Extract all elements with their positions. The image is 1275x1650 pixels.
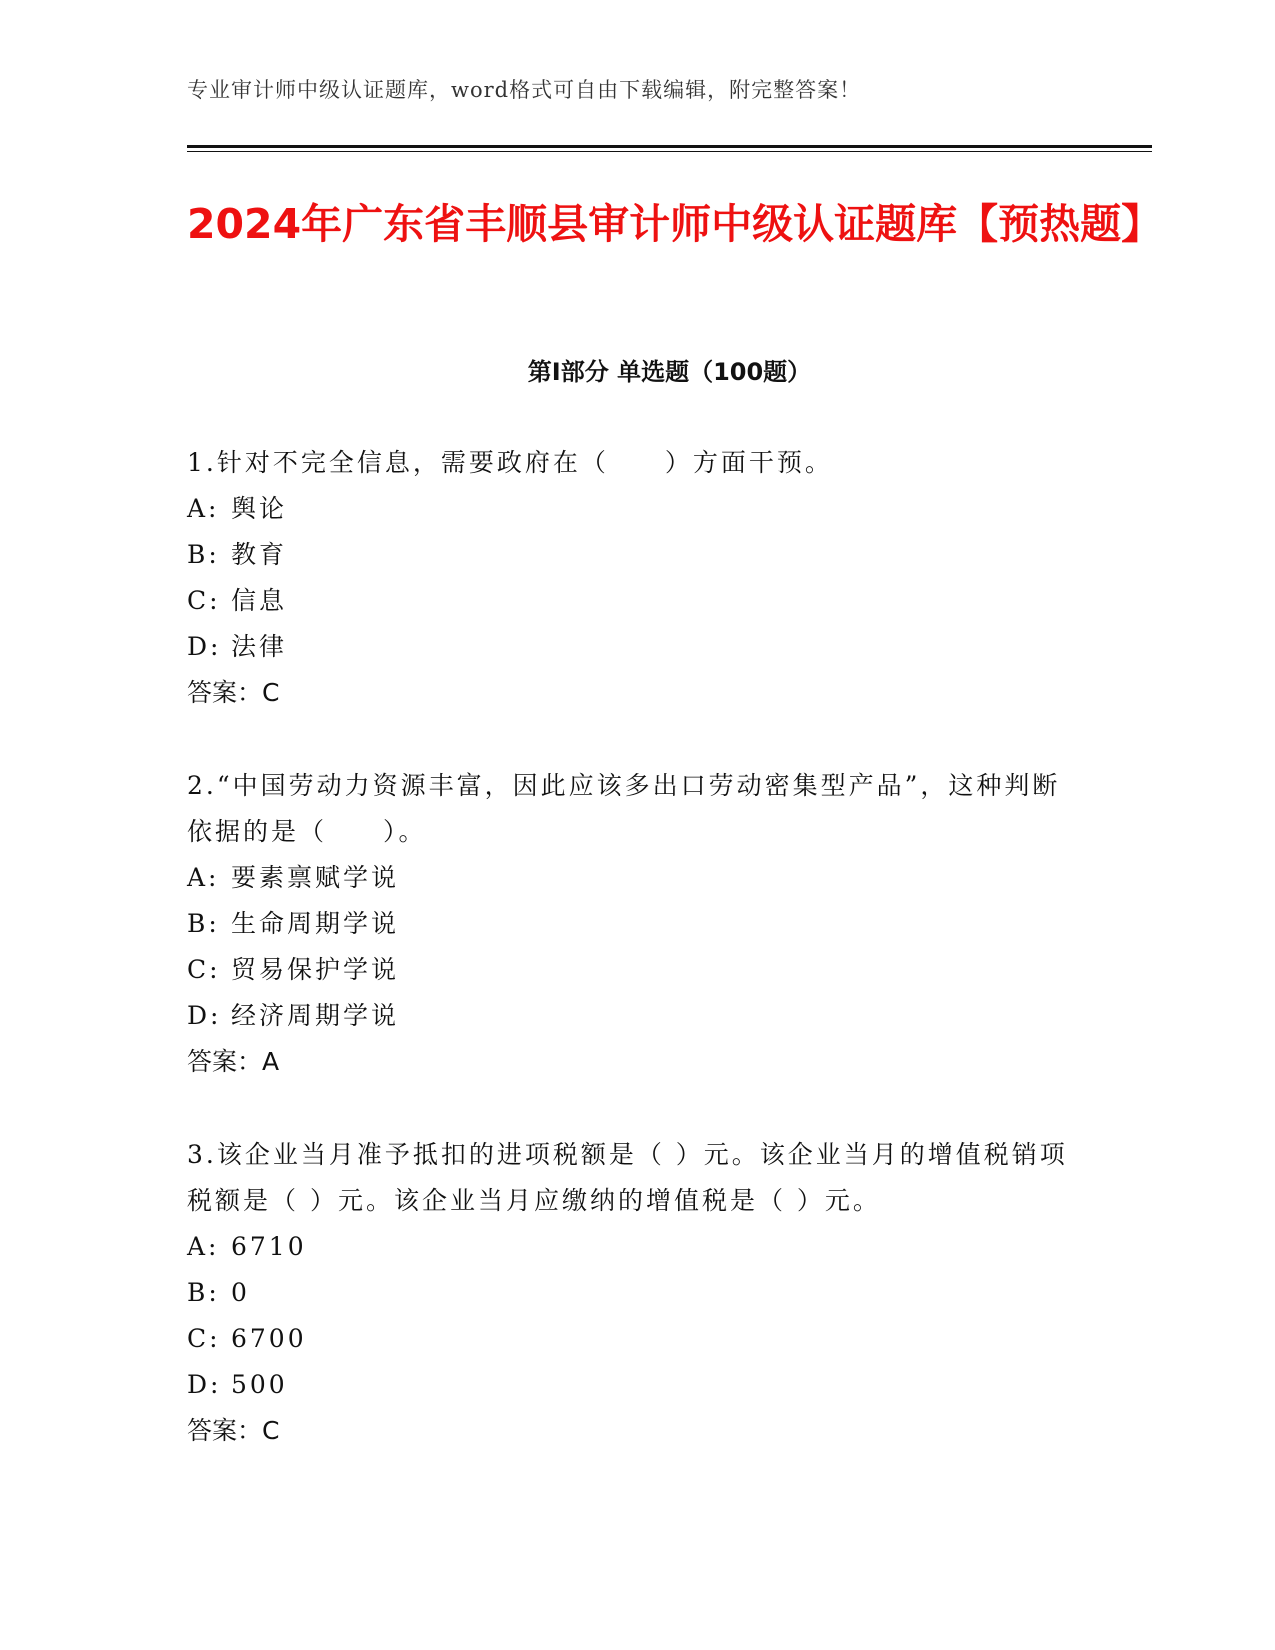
option-c: [187, 1316, 1087, 1362]
option-d: [187, 624, 1087, 670]
header-rule-thick: [187, 145, 1152, 148]
option-key: C:: [187, 586, 221, 615]
option-text: 6710: [231, 1232, 307, 1261]
header-rule-thin: [187, 151, 1152, 152]
option-text: 教育: [231, 540, 288, 569]
option-key: B:: [187, 909, 220, 938]
option-key: A:: [187, 1232, 220, 1261]
option-text: 要素禀赋学说: [231, 863, 400, 892]
option-b: [187, 901, 1087, 947]
option-d: [187, 1362, 1087, 1408]
question-stem: 1.针对不完全信息，需要政府在（ ）方面干预。: [187, 448, 833, 477]
option-a: [187, 855, 1087, 901]
answer-line: 答案：C: [187, 1416, 280, 1445]
option-a: [187, 486, 1087, 532]
option-text: 500: [231, 1370, 288, 1399]
option-text: 信息: [231, 586, 288, 615]
question-1: [187, 440, 1087, 716]
option-text: 贸易保护学说: [231, 955, 400, 984]
question-3: [187, 1132, 1087, 1454]
option-key: C:: [187, 955, 221, 984]
question-2: [187, 763, 1087, 1085]
option-key: B:: [187, 1278, 220, 1307]
option-text: 法律: [231, 632, 288, 661]
option-a: [187, 1224, 1087, 1270]
answer-line: 答案：C: [187, 678, 280, 707]
option-c: [187, 947, 1087, 993]
option-text: 舆论: [231, 494, 288, 523]
document-title: 2024年广东省丰顺县审计师中级认证题库【预热题】: [187, 200, 1163, 248]
option-b: [187, 532, 1087, 578]
option-key: D:: [187, 632, 222, 661]
option-key: C:: [187, 1324, 221, 1353]
option-key: D:: [187, 1370, 222, 1399]
option-text: 6700: [231, 1324, 307, 1353]
question-stem: 3.该企业当月准予抵扣的进项税额是（ ）元。该企业当月的增值税销项税额是（ ）元。该企业当月应缴纳的增值税是（ ）元。: [187, 1140, 1068, 1215]
option-text: 0: [231, 1278, 250, 1307]
option-c: [187, 578, 1087, 624]
option-text: 生命周期学说: [231, 909, 400, 938]
section-title: 第I部分 单选题（100题）: [527, 358, 812, 386]
option-d: [187, 993, 1087, 1039]
question-stem: 2.“中国劳动力资源丰富，因此应该多出口劳动密集型产品”，这种判断依据的是（ ）。: [187, 771, 1061, 846]
option-text: 经济周期学说: [231, 1001, 400, 1030]
option-key: B:: [187, 540, 220, 569]
answer-line: 答案：A: [187, 1047, 280, 1076]
option-key: A:: [187, 863, 220, 892]
option-key: D:: [187, 1001, 222, 1030]
option-key: A:: [187, 494, 220, 523]
header-note: 专业审计师中级认证题库，word格式可自由下载编辑，附完整答案！: [187, 78, 862, 102]
option-b: [187, 1270, 1087, 1316]
question-list: [187, 440, 1087, 1501]
